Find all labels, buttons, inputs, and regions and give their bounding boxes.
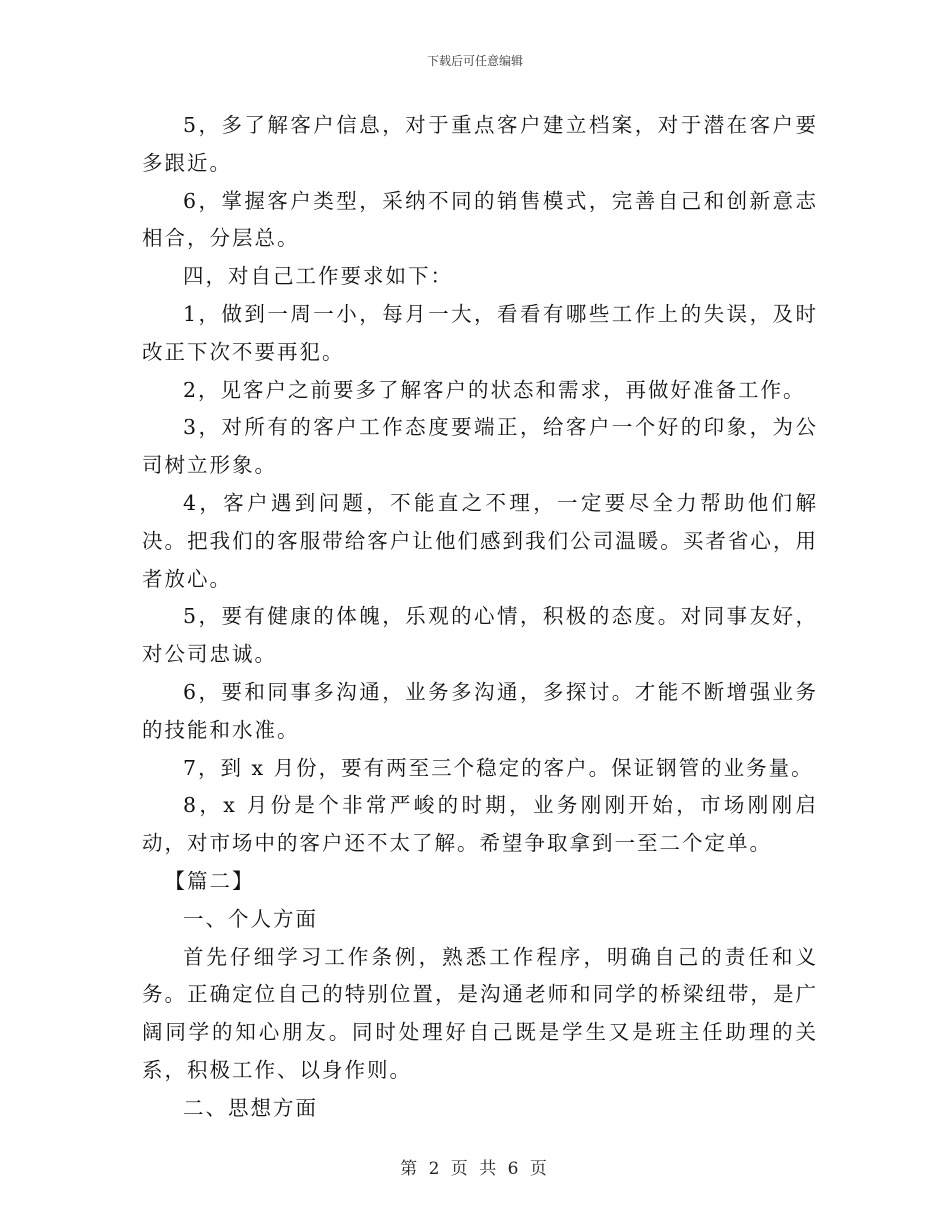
document-body (142, 107, 818, 1128)
paragraph: 2，见客户之前要多了解客户的状态和需求，再做好准备工作。 (183, 377, 806, 402)
paragraph: 6，要和同事多沟通，业务多沟通，多探讨。才能不断增强业务的技能和水准。 (142, 679, 818, 742)
paragraph: 8，x 月份是个非常严峻的时期，业务刚刚开始，市场刚刚启动，对市场中的客户还不太了解。希望争取拿到一至二个定单。 (142, 793, 818, 856)
paragraph: 3，对所有的客户工作态度要端正，给客户一个好的印象，为公司树立形象。 (142, 415, 818, 478)
paragraph: 1，做到一周一小，每月一大，看看有哪些工作上的失误，及时改正下次不要再犯。 (142, 301, 818, 364)
page-header: 下载后可任意编辑 (426, 54, 523, 68)
paragraph: 5，要有健康的体魄，乐观的心情，积极的态度。对同事友好，对公司忠诚。 (142, 604, 818, 667)
part-heading: 【篇二】 (164, 868, 255, 893)
paragraph: 首先仔细学习工作条例，熟悉工作程序，明确自己的责任和义务。正确定位自己的特别位置，是沟通老师和同学的桥梁纽带，是广阔同学的知心朋友。同时处理好自己既是学生又是班主任助理的关系，积极工作、以身作则。 (142, 944, 818, 1082)
section-heading: 二、思想方面 (183, 1095, 318, 1120)
paragraph: 5，多了解客户信息，对于重点客户建立档案，对于潜在客户要多跟近。 (142, 113, 818, 175)
page-number-footer: 第 2 页 共 6 页 (400, 1159, 550, 1179)
paragraph: 7，到 x 月份，要有两至三个稳定的客户。保证钢管的业务量。 (183, 755, 814, 780)
paragraph: 6，掌握客户类型，采纳不同的销售模式，完善自己和创新意志相合，分层总。 (142, 188, 818, 251)
section-heading: 四，对自己工作要求如下： (183, 264, 453, 289)
paragraph: 4，客户遇到问题，不能直之不理，一定要尽全力帮助他们解决。把我们的客服带给客户让他们感到我们公司温暖。买者省心，用者放心。 (142, 490, 818, 591)
section-heading: 一、个人方面 (183, 906, 318, 931)
